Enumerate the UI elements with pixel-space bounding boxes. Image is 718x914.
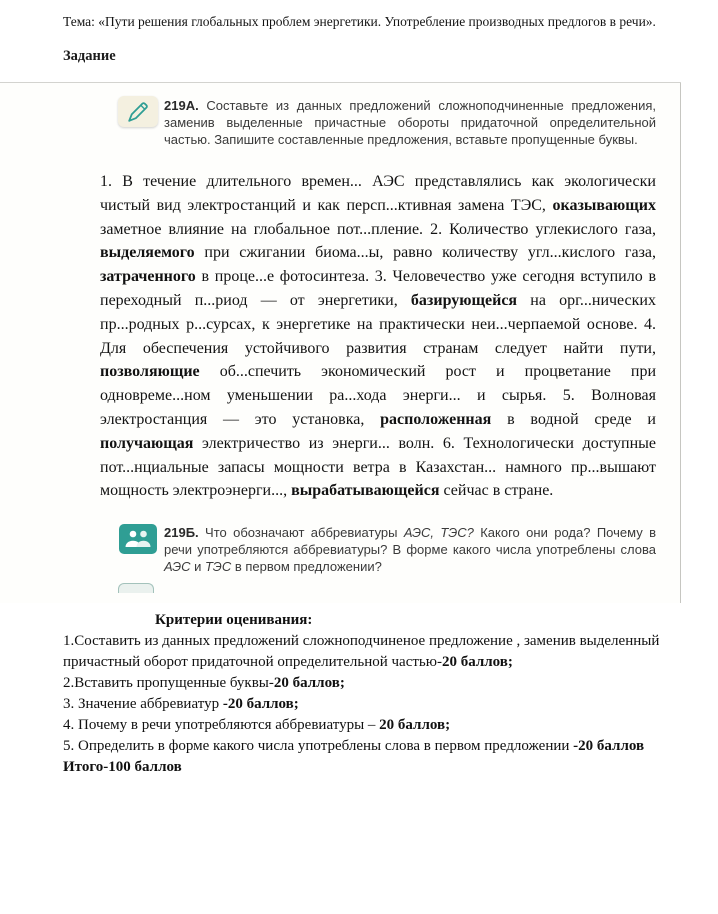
exercise-b-number: 219Б. — [164, 525, 199, 541]
page-header — [0, 10, 718, 65]
criteria-item-4: 4. Почему в речи употребляются аббревиатуры – 20 баллов; — [63, 717, 451, 734]
textbook-excerpt — [0, 83, 681, 603]
exercise-a-number: 219А. — [164, 98, 199, 113]
criteria-item-3: 3. Значение аббревиатур -20 баллов; — [63, 696, 299, 713]
exercise-b-instruction-text: Что обозначают аббревиатуры АЭС, ТЭС? Какого они рода? Почему в речи употребляются аббревиатуры? В форме какого числа употреблены слова АЭС и ТЭС в первом предложении? — [164, 525, 656, 575]
criteria-item-5: 5. Определить в форме какого числа употреблены слова в первом предложении -20 баллов — [63, 738, 645, 755]
exercise-b-instruction — [164, 524, 656, 575]
group-icon — [118, 523, 158, 554]
exercise-b-header — [164, 524, 656, 575]
exercise-a-instruction-text: Составьте из данных предложений сложноподчиненные предложения, заменив выделенные причастные обороты придаточной определительной частью. Запишите составленные предложения, вставьте пропущенные буквы. — [164, 98, 656, 147]
exercise-a-instruction — [164, 97, 656, 148]
criteria-item-1: 1.Составить из данных предложений сложноподчиненое предложение , заменив выделенный причастный оборот придаточной определительной частью-20 баллов; — [63, 633, 660, 671]
pencil-icon — [118, 96, 158, 127]
exercise-a-header — [164, 97, 656, 148]
criteria-total: Итого-100 баллов — [63, 759, 182, 776]
theme-text: Тема: «Пути решения глобальных проблем энергетики. Употребление производных предлогов в речи». — [63, 14, 656, 29]
criteria-section — [0, 603, 718, 778]
criteria-item-2: 2.Вставить пропущенные буквы-20 баллов; — [63, 675, 345, 692]
task-label: Задание — [63, 48, 116, 64]
criteria-title: Критерии оценивания: — [155, 612, 313, 629]
cropped-icon-box — [118, 583, 154, 593]
exercise-a-body: 1. В течение длительного времен... АЭС представлялись как экологически чистый вид электростанций и как персп...ктивная замена ТЭС, оказывающих заметное влияние на глобальное пот...пление. 2. Количество углекислого газа, выделяемого при сжигании биома...ы, равно количеству угл...кислого газа, затраченного в проце...е фотосинтеза. 3. Человечество уже сегодня вступило в переходный п...риод — от энергетики, базирующейся на орг...нических пр...родных р...сурсах, к энергетике на практически неи...черпаемой основе. 4. Для обеспечения устойчивого развития странам следует найти пути, позволяющие об...спечить экономический рост и процветание при одновреме...ном уменьшении ра...хода энерги... и сырья. 5. Волновая электростанция — это установка, расположенная в водной среде и получающая электричество из энерги... волн. 6. Технологически доступные пот...нциальные запасы мощности ветра в Казахстан... намного пр...вышают мощность электроэнерги..., вырабатывающейся сейчас в стране. — [100, 173, 656, 500]
